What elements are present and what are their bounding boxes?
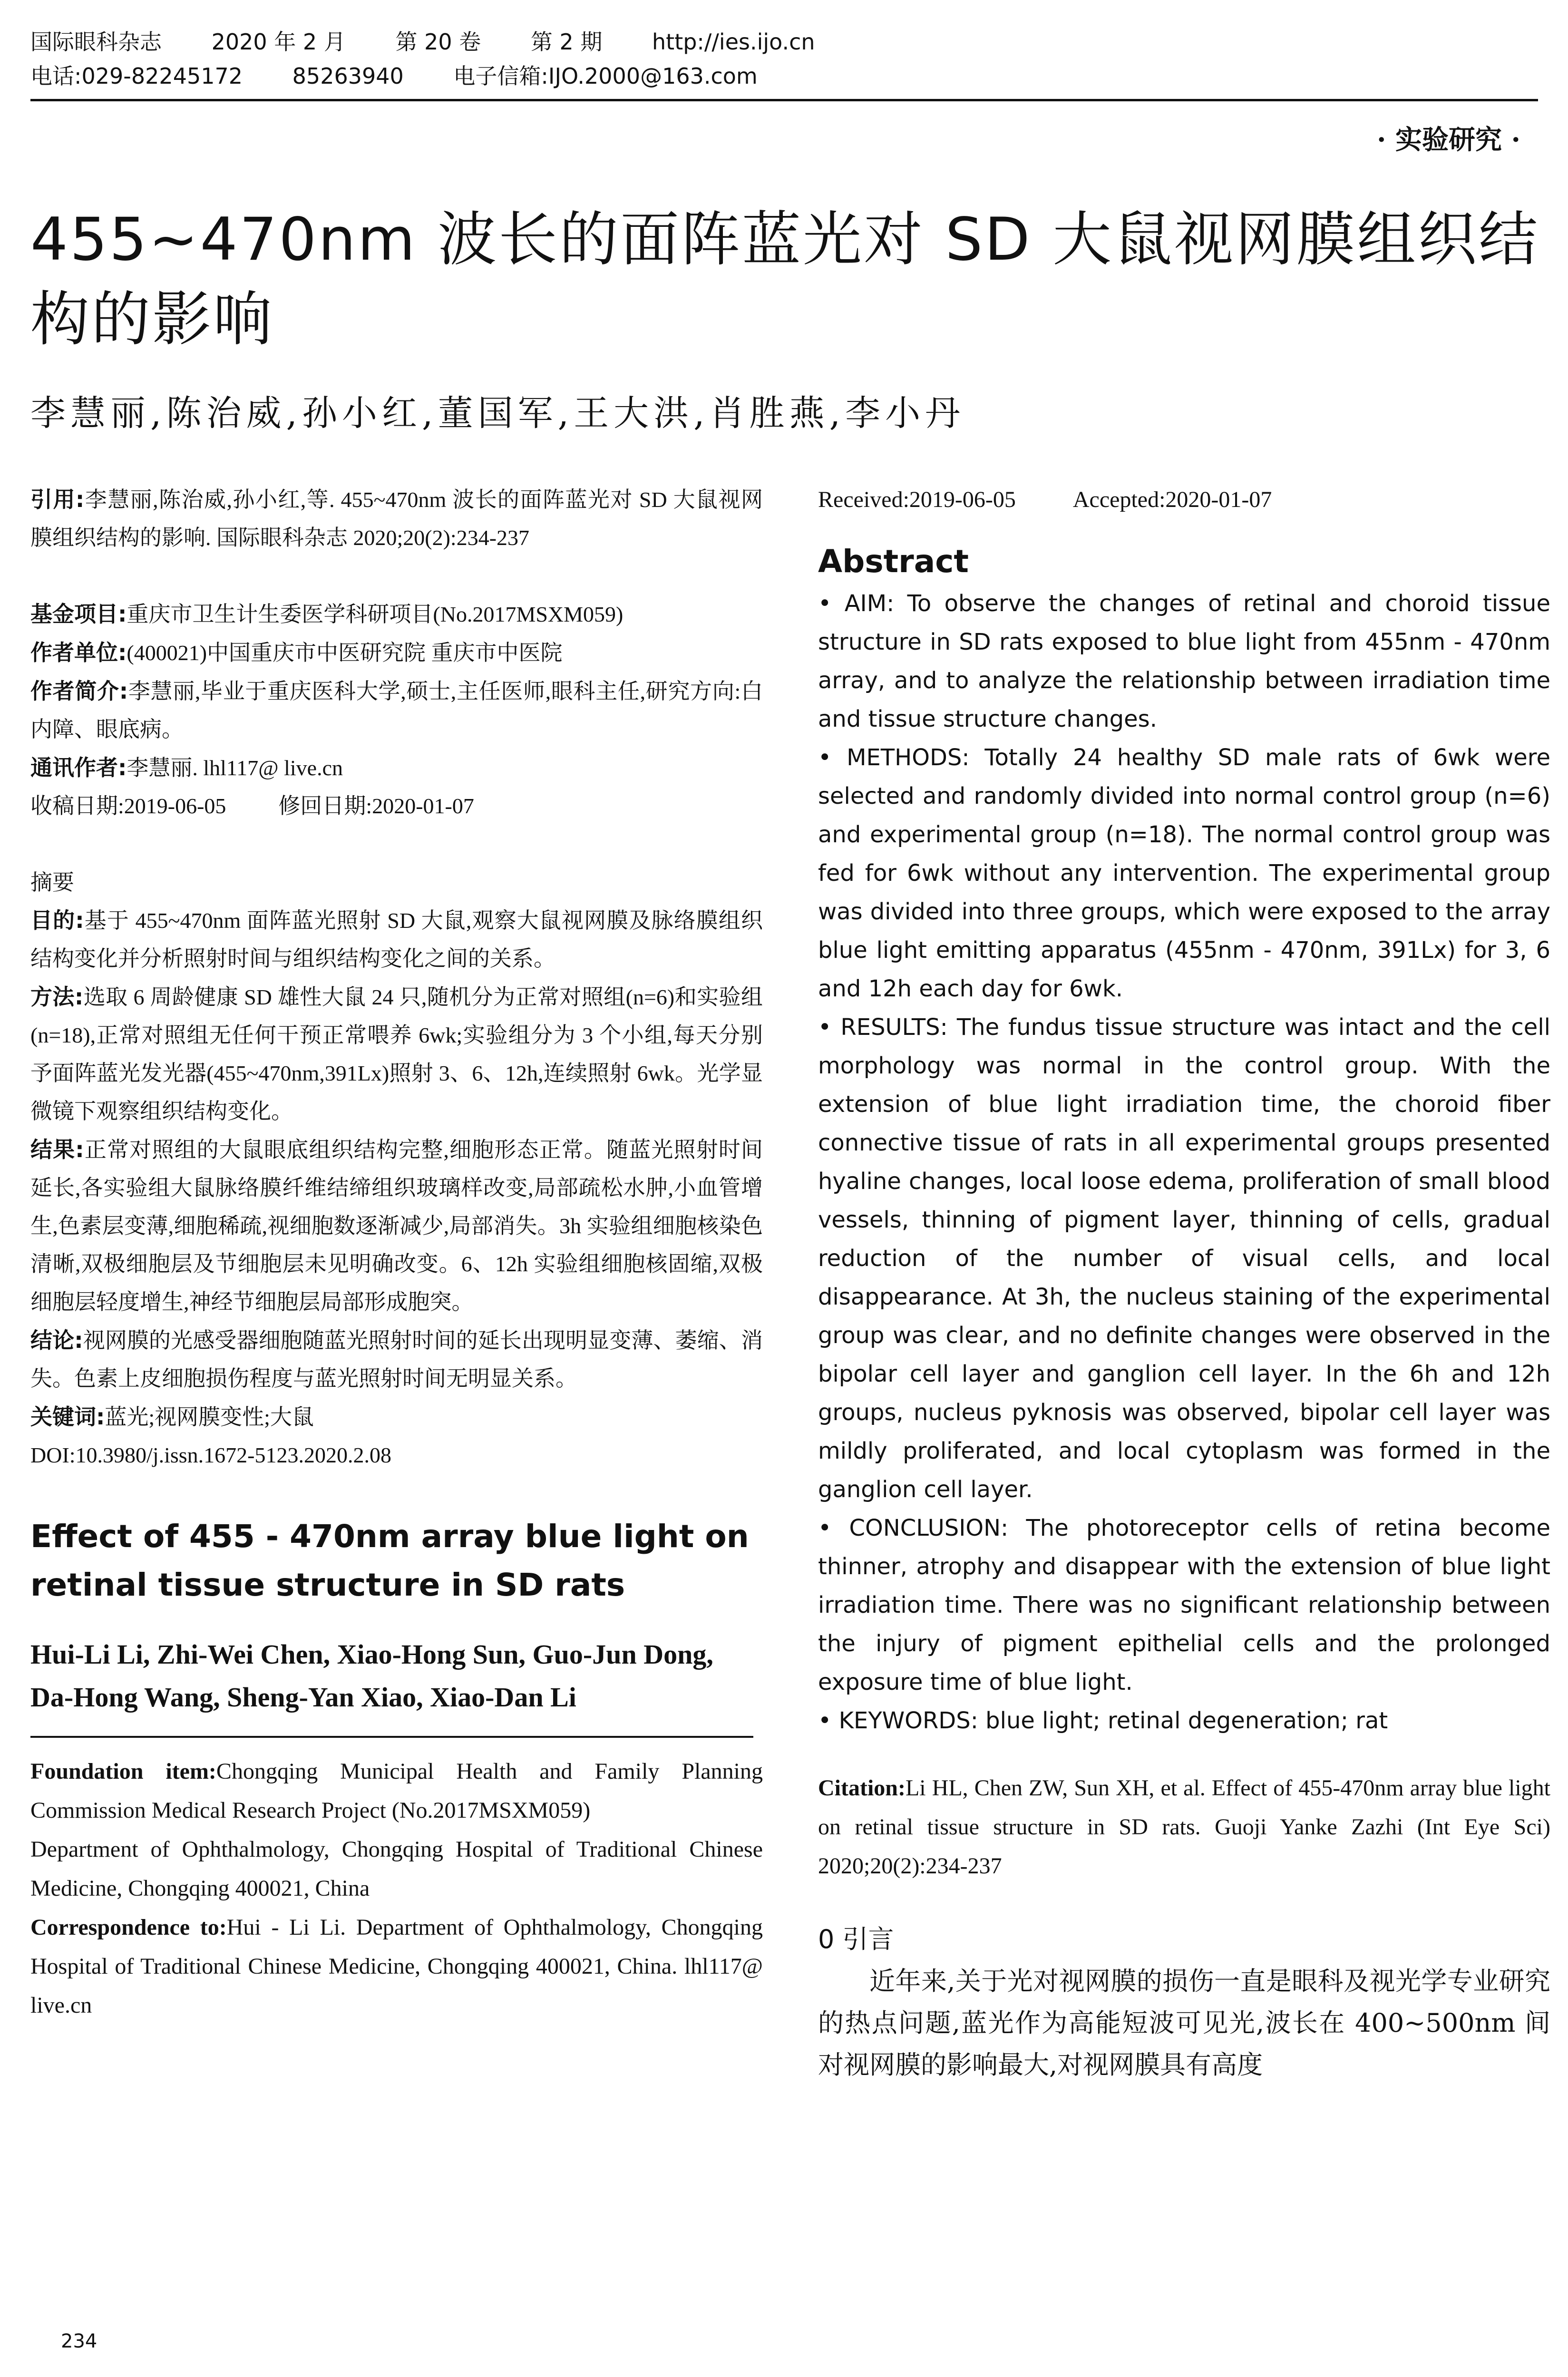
- abstract-aim: • AIM: To observe the changes of retinal and choroid tissue structure in SD rats exposed to blue light from 455nm - 470nm array, and to analyze the relationship between irradiation time and tissue structure changes.: [818, 590, 1550, 732]
- received-date-cn: 收稿日期:2019-06-05: [30, 794, 226, 818]
- info-item: [30, 595, 763, 633]
- citation-cn-text: 李慧丽,陈治威,孙小红,等. 455~470nm 波长的面阵蓝光对 SD 大鼠视网膜组织结构的影响. 国际眼科杂志 2020;20(2):234-237: [30, 487, 763, 550]
- revised-date-cn: 修回日期:2020-01-07: [278, 794, 474, 818]
- info-label: 通讯作者:: [30, 755, 127, 780]
- header-line-2: [30, 59, 1538, 93]
- abstract-cn-label: 方法:: [30, 984, 84, 1010]
- correspondence-en: [30, 1908, 763, 2018]
- journal-header: [30, 25, 1538, 93]
- info-text: 李慧丽,毕业于重庆医科大学,硕士,主任医师,眼科主任,研究方向:白内障、眼底病。: [30, 679, 763, 741]
- abstract-cn-text: 蓝光;视网膜变性;大鼠: [105, 1405, 314, 1429]
- section-label: · 实验研究 ·: [1377, 124, 1520, 156]
- info-label: 作者简介:: [30, 678, 128, 704]
- department-en: Department of Ophthalmology, Chongqing Hospital of Traditional Chinese Medicine, Chongqing 400021, China: [30, 1837, 763, 1901]
- accepted-date-en: Accepted:2020-01-07: [1072, 487, 1272, 512]
- phone-2: 85263940: [292, 63, 404, 89]
- correspondence-label: Correspondence to:: [30, 1915, 227, 1940]
- right-column: [818, 480, 1550, 2086]
- abstract-cn: [30, 863, 763, 1474]
- citation-en-text: Li HL, Chen ZW, Sun XH, et al. Effect of 455-470nm array blue light on retinal tissue structure in SD rats. Guoji Yanke Zazhi (Int Eye Sci) 2020;20(2):234-237: [818, 1775, 1550, 1879]
- authors-cn: 李慧丽,陈治威,孙小红,董国军,王大洪,肖胜燕,李小丹: [30, 393, 965, 434]
- website-link[interactable]: http://ies.ijo.cn: [652, 29, 815, 55]
- dates-cn: [30, 787, 763, 825]
- received-date-en: Received:2019-06-05: [818, 487, 1016, 512]
- citation-cn-label: 引用:: [30, 487, 85, 512]
- abstract-cn-label: 结论:: [30, 1327, 83, 1353]
- info-label: 基金项目:: [30, 601, 127, 627]
- info-item: [30, 633, 763, 672]
- info-cn: [30, 595, 763, 825]
- foundation-en: [30, 1752, 763, 1830]
- abstract-cn-text: 视网膜的光感受器细胞随蓝光照射时间的延长出现明显变薄、萎缩、消失。色素上皮细胞损伤程度与蓝光照射时间无明显关系。: [30, 1328, 763, 1391]
- abstract-cn-item: [30, 1130, 763, 1321]
- abstract-en-heading: Abstract: [818, 543, 969, 580]
- citation-cn: [30, 480, 763, 557]
- page-title: 455~470nm 波长的面阵蓝光对 SD 大鼠视网膜组织结构的影响: [30, 205, 1540, 354]
- abstract-cn-text: 正常对照组的大鼠眼底组织结构完整,细胞形态正常。随蓝光照射时间延长,各实验组大鼠脉络膜纤维结缔组织玻璃样改变,局部疏松水肿,小血管增生,色素层变薄,细胞稀疏,视细胞数逐渐减少,局部消失。3h 实验组细胞核染色清晰,双极细胞层及节细胞层未见明确改变。6、12h 实验组细胞核固缩,双极细胞层轻度增生,神经节细胞层局部形成胞突。: [30, 1138, 763, 1314]
- intro-heading: 0 引言: [818, 1924, 894, 1954]
- abstract-cn-text: 基于 455~470nm 面阵蓝光照射 SD 大鼠,观察大鼠视网膜及脉络膜组织结构变化并分析照射时间与组织结构变化之间的关系。: [30, 908, 763, 971]
- abstract-methods: • METHODS: Totally 24 healthy SD male rats of 6wk were selected and randomly divided into normal control group (n=6) and experimental group (n=18). The normal control group was fed for 6wk without any intervention. The experimental group was divided into three groups, which were exposed to the array blue light emitting apparatus (455nm - 470nm, 391Lx) for 3, 6 and 12h each day for 6wk.: [818, 744, 1550, 1002]
- info-item: [30, 749, 763, 787]
- abstract-cn-label: 目的:: [30, 907, 84, 933]
- abstract-results: • RESULTS: The fundus tissue structure was intact and the cell morphology was normal in the control group. With the extension of blue light irradiation time, the choroid fiber connective tissue of rats in all experimental groups presented hyaline changes, local loose edema, proliferation of small blood vessels, thinning of pigment layer, thinning of cells, gradual reduction of the number of visual cells, and local disappearance. At 3h, the nucleus staining of the experimental group was clear, and no definite changes were observed in the bipolar cell layer and ganglion cell layer. In the 6h and 12h groups, nucleus pyknosis was observed, bipolar cell layer was mildly proliferated, and local cytoplasm was formed in the ganglion cell layer.: [818, 1014, 1550, 1503]
- abstract-cn-label: 结果:: [30, 1137, 84, 1162]
- abstract-keywords: • KEYWORDS: blue light; retinal degeneration; rat: [818, 1707, 1388, 1734]
- abstract-conclusion: • CONCLUSION: The photoreceptor cells of retina become thinner, atrophy and disappear with the extension of blue light irradiation time. There was no significant relationship between the injury of pigment epithelial cells and the prolonged exposure time of blue light.: [818, 1515, 1550, 1695]
- left-divider: [30, 1736, 753, 1738]
- abstract-cn-item: [30, 901, 763, 978]
- citation-en-label: Citation:: [818, 1775, 906, 1801]
- info-text: (400021)中国重庆市中医研究院 重庆市中医院: [127, 641, 563, 665]
- journal-name: 国际眼科杂志: [30, 29, 162, 55]
- left-column: [30, 480, 763, 2018]
- issue-number: 第 2 期: [530, 29, 603, 55]
- title-en: Effect of 455 - 470nm array blue light on retinal tissue structure in SD rats: [30, 1518, 749, 1603]
- info-item: [30, 672, 763, 749]
- abstract-cn-text: 选取 6 周龄健康 SD 雄性大鼠 24 只,随机分为正常对照组(n=6)和实验组(n=18),正常对照组无任何干预正常喂养 6wk;实验组分为 3 个小组,每天分别予面阵蓝光发光器(455~470nm,391Lx)照射 3、6、12h,连续照射 6wk。光学显微镜下观察组织结构变化。: [30, 985, 763, 1123]
- abstract-cn-item: [30, 1398, 763, 1436]
- volume: 第 20 卷: [395, 29, 481, 55]
- spacer: [30, 825, 763, 863]
- foundation-text: Chongqing Municipal Health and Family Planning Commission Medical Research Project (No.2017MSXM059): [30, 1759, 763, 1823]
- info-text: 李慧丽. lhl117@ live.cn: [127, 756, 343, 780]
- doi[interactable]: DOI:10.3980/j.issn.1672-5123.2020.2.08: [30, 1443, 391, 1467]
- email: 电子信箱:IJO.2000@163.com: [453, 63, 758, 89]
- citation-en: [818, 1769, 1550, 1886]
- issue-date: 2020 年 2 月: [211, 29, 346, 55]
- header-line-1: [30, 25, 1538, 59]
- abstract-cn-item: [30, 1321, 763, 1398]
- abstract-cn-heading: 摘要: [30, 869, 74, 895]
- header-divider: [30, 99, 1538, 101]
- abstract-cn-label: 关键词:: [30, 1404, 105, 1430]
- dates-en: [818, 480, 1550, 519]
- page-number: 234: [61, 2330, 97, 2352]
- authors-en: Hui-Li Li, Zhi-Wei Chen, Xiao-Hong Sun, Guo-Jun Dong, Da-Hong Wang, Sheng-Yan Xiao, Xiao-Dan Li: [30, 1639, 713, 1713]
- foundation-label: Foundation item:: [30, 1759, 216, 1784]
- spacer: [30, 557, 763, 595]
- phone: 电话:029-82245172: [30, 63, 243, 89]
- info-text: 重庆市卫生计生委医学科研项目(No.2017MSXM059): [127, 602, 623, 626]
- spacer: [818, 1740, 1550, 1769]
- spacer: [818, 1886, 1550, 1919]
- info-label: 作者单位:: [30, 640, 127, 665]
- intro-text: 近年来,关于光对视网膜的损伤一直是眼科及视光学专业研究的热点问题,蓝光作为高能短波可见光,波长在 400~500nm 间对视网膜的影响最大,对视网膜具有高度: [818, 1966, 1550, 2080]
- spacer: [818, 519, 1550, 543]
- correspondence-text: Hui - Li Li. Department of Ophthalmology, Chongqing Hospital of Traditional Chinese Medicine, Chongqing 400021, China. lhl117@ live.cn: [30, 1915, 763, 2018]
- spacer: [30, 1474, 763, 1512]
- spacer: [30, 1609, 763, 1633]
- abstract-cn-item: [30, 978, 763, 1130]
